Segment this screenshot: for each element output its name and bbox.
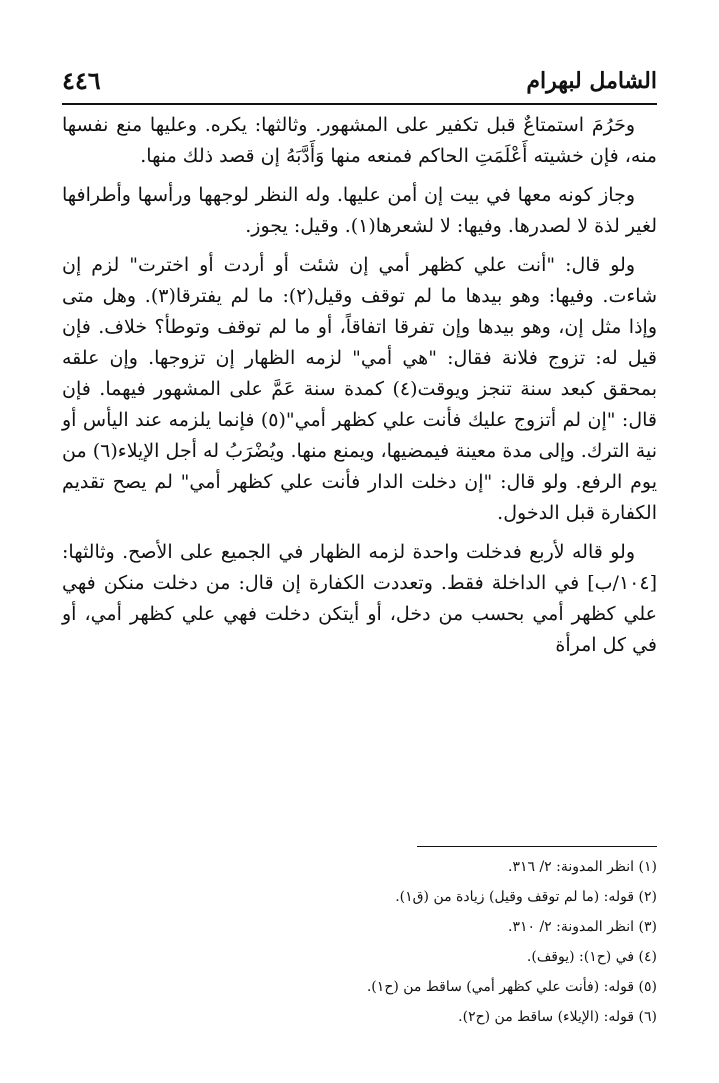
running-title: الشامل لبهرام (526, 68, 657, 94)
paragraph: ولو قاله لأربع فدخلت واحدة لزمه الظهار في الجميع على الأصح. وثالثها: [١٠٤/ب] في الداخلة فقط. وتعددت الكفارة إن قال: من دخلت منكن فهي علي كظهر أمي بحسب من دخل، أو أيتكن دخلت فهي علي كظهر أمي، أو في كل امرأة (62, 541, 657, 656)
footnote-6: (٦) قوله: (الإيلاء) ساقط من (ح٢). (458, 1009, 657, 1025)
header-rule (62, 103, 657, 105)
paragraph: ولو قال: "أنت علي كظهر أمي إن شئت أو أردت أو اخترت" لزم إن شاءت. وفيها: وهو بيدها ما لم توقف وقيل(٢): ما لم يفترقا(٣). وهل متى وإذا مثل إن، وهو بيدها وإن تفرقا اتفاقاً، أو ما لم توقف وتوطأ؟ خلاف. فإن قيل له: تزوج فلانة فقال: "هي أمي" لزمه الظهار إن تزوجها. وإن علقه بمحقق كبعد سنة تنجز ويوقت(٤) كمدة سنة عَمَّ على المشهور فيهما. فإن قال: "إن لم أتزوج عليك فأنت علي كظهر أمي"(٥) فإنما يلزمه عند اليأس أو نية الترك. وإلى مدة معينة فيمضيها، ويمنع منها. ويُضْرَبُ له أجل الإيلاء(٦) من يوم الرفع. ولو قال: "إن دخلت الدار فأنت علي كظهر أمي" لم يصح تقديم الكفارة قبل الدخول. (62, 254, 658, 524)
footnote-2: (٢) قوله: (ما لم توقف وقيل) زيادة من (ق١). (395, 889, 657, 905)
footnote-3: (٣) انظر المدونة: ٢/ ٣١٠. (507, 919, 657, 935)
page-header (62, 62, 657, 96)
page-number: ٤٤٦ (62, 66, 101, 95)
paragraph: وحَرُمَ استمتاعٌ قبل تكفير على المشهور. وثالثها: يكره. وعليها منع نفسها منه، فإن خشيته أَعْلَمَتِ الحاكم فمنعه منها وَأَدَّبَهُ إن قصد ذلك منها. (62, 114, 657, 167)
footnote-4: (٤) في (ح١): (يوقف). (526, 949, 657, 965)
body-text (62, 110, 657, 669)
footnote-rule (417, 846, 657, 847)
footnote-1: (١) انظر المدونة: ٢/ ٣١٦. (507, 859, 657, 875)
footnotes (62, 852, 657, 1032)
footnote-5: (٥) قوله: (فأنت علي كظهر أمي) ساقط من (ح١). (366, 979, 657, 995)
paragraph: وجاز كونه معها في بيت إن أمن عليها. وله النظر لوجهها ورأسها وأطرافها لغير لذة لا لصدرها. وفيها: لا لشعرها(١). وقيل: يجوز. (62, 184, 657, 237)
